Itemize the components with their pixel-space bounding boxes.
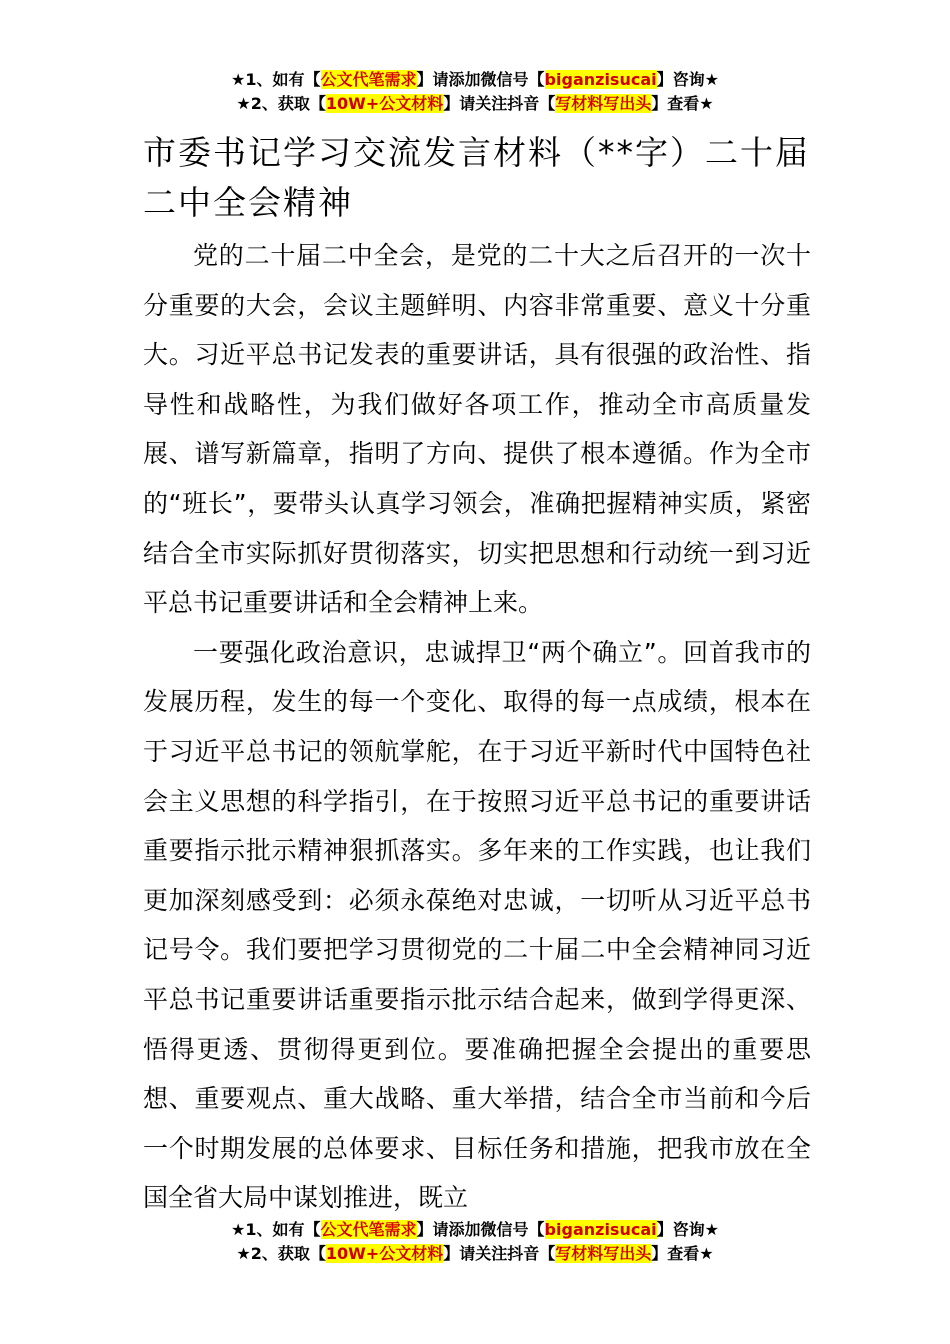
promo-highlight: 10W+公文材料 <box>325 1244 444 1263</box>
wechat-id-highlight: biganzisucai <box>544 70 657 89</box>
document-title: 市委书记学习交流发言材料（**字）二十届二中全会精神 <box>143 133 810 222</box>
paragraph-point-one: 一要强化政治意识，忠诚捍卫“两个确立”。回首我市的发展历程，发生的每一个变化、取得的每一点成绩，根本在于习近平总书记的领航掌舵，在于习近平新时代中国特色社会主义思想的科学指引，在于按照习近平总书记的重要讲话重要指示批示精神狠抓落实。多年来的工作实践，也让我们更加深刻感受到：必须永葆绝对忠诚，一切听从习近平总书记号令。我们要把学习贯彻党的二十届二中全会精神同习近平总书记重要讲话重要指示批示结合起来，做到学得更深、悟得更透、贯彻得更到位。要准确把握全会提出的重要思想、重要观点、重大战略、重大举措，结合全市当前和今后一个时期发展的总体要求、目标任务和措施，把我市放在全国全省大局中谋划推进，既立 <box>143 637 811 1213</box>
header-promo-banner <box>0 68 950 116</box>
promo-line-1: ★1、如有【公文代笔需求】请添加微信号【biganzisucai】咨询★ <box>231 70 719 89</box>
promo-line-2: ★2、获取【10W+公文材料】请关注抖音【写材料写出头】查看★ <box>236 94 714 113</box>
promo-highlight: 公文代笔需求 <box>320 1220 417 1239</box>
promo-highlight: 公文代笔需求 <box>320 70 417 89</box>
document-body <box>143 128 811 1223</box>
footer-promo-banner <box>0 1218 950 1266</box>
promo-highlight: 10W+公文材料 <box>325 94 444 113</box>
douyin-id-highlight: 写材料写出头 <box>555 1244 652 1263</box>
promo-line-1: ★1、如有【公文代笔需求】请添加微信号【biganzisucai】咨询★ <box>231 1220 719 1239</box>
paragraph-intro: 党的二十届二中全会，是党的二十大之后召开的一次十分重要的大会，会议主题鲜明、内容非常重要、意义十分重大。习近平总书记发表的重要讲话，具有很强的政治性、指导性和战略性，为我们做好各项工作，推动全市高质量发展、谱写新篇章，指明了方向、提供了根本遵循。作为全市的“班长”，要带头认真学习领会，准确把握精神实质，紧密结合全市实际抓好贯彻落实，切实把思想和行动统一到习近平总书记重要讲话和全会精神上来。 <box>143 241 811 618</box>
promo-line-2: ★2、获取【10W+公文材料】请关注抖音【写材料写出头】查看★ <box>236 1244 714 1263</box>
wechat-id-highlight: biganzisucai <box>544 1220 657 1239</box>
douyin-id-highlight: 写材料写出头 <box>555 94 652 113</box>
